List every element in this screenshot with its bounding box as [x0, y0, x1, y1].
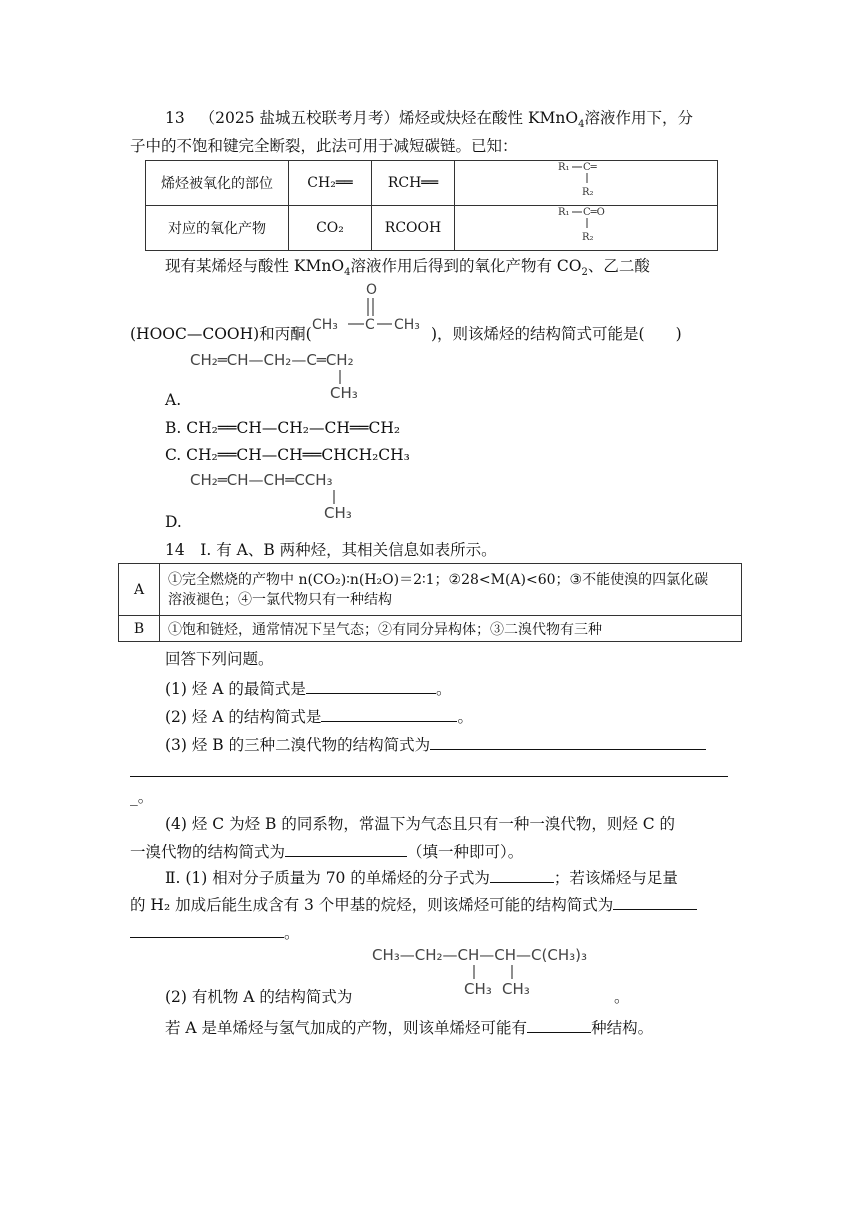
- ch3-left: CH₃: [312, 317, 338, 333]
- ii-text: Ⅱ. (1) 相对分子质量为 70 的单烯烃的分子式为: [165, 869, 490, 887]
- oxygen-label: O: [366, 282, 378, 298]
- q14-ii2-line2: [165, 1016, 653, 1038]
- table-label-b: B: [119, 616, 160, 642]
- option-c: C. CH₂══CH—CH══CHCH₂CH₃: [165, 446, 410, 464]
- compound-a-structure: [370, 940, 620, 1000]
- table-a-line1: ①完全燃烧的产物中 n(CO₂)∶n(H₂O)＝2∶1；②28<M(A)<60；③不能使溴的四氯化碳: [168, 571, 709, 588]
- c-eq-label: C═: [583, 162, 597, 173]
- option-a-label: A.: [165, 391, 182, 409]
- table-a-line2: 溶液褪色；④一氯代物只有一种结构: [168, 591, 392, 608]
- acetone-structure: [310, 282, 432, 342]
- r1-label: R₁: [558, 207, 570, 218]
- part1-end: 。: [435, 680, 452, 698]
- r2-label: R₂: [582, 232, 594, 243]
- answer-blank-line[interactable]: [130, 776, 728, 777]
- q13-line3: [165, 256, 650, 283]
- option-a-structure: [188, 350, 408, 400]
- table-cell: RCH══: [372, 161, 455, 206]
- answer-blank[interactable]: [613, 893, 697, 910]
- table-cell-a: [160, 564, 742, 616]
- subscript: 4: [344, 267, 351, 279]
- c-eq-o-label: C═O: [583, 207, 605, 218]
- q13-line4-a: (HOOC—COOH)和丙酮(: [130, 325, 312, 343]
- carbon-label: C: [365, 317, 375, 333]
- answer-blank[interactable]: [321, 705, 457, 722]
- option-d-branch: CH₃: [324, 504, 352, 520]
- option-a-branch: CH₃: [330, 384, 358, 400]
- branch-1: CH₃: [464, 980, 492, 998]
- oxidation-table: [145, 160, 718, 251]
- stem-text: 、乙二酸: [587, 257, 650, 275]
- q14-header: 14 Ⅰ. 有 A、B 两种烃，其相关信息如表所示。: [165, 541, 497, 559]
- table-cell: RCOOH: [372, 206, 455, 251]
- part2-end: 。: [457, 708, 473, 726]
- ketone-product-structure: [546, 206, 626, 246]
- table-row1-header: 烯烃被氧化的部位: [146, 161, 289, 206]
- q13-line1: [165, 108, 693, 135]
- ii-text: 的 H₂ 加成后能生成含有 3 个甲基的烷烃，则该烯烃可能的结构简式为: [130, 896, 614, 914]
- answer-blank[interactable]: [527, 1016, 591, 1033]
- ch3-right: CH₃: [394, 317, 420, 333]
- q14-part4-line2: [130, 840, 523, 862]
- stem-text: 溶液作用后得到的氧化产物有 CO: [350, 257, 582, 275]
- subscript: 4: [578, 119, 585, 131]
- ii2-text: 若 A 是单烯烃与氢气加成的产物，则该单烯烃可能有: [165, 1019, 528, 1037]
- answer-blank[interactable]: [306, 677, 436, 694]
- table-label-a: A: [119, 564, 160, 616]
- part2-text: (2) 烃 A 的结构简式是: [165, 708, 322, 726]
- q13-line4-b: )，则该烯烃的结构简式可能是( ): [431, 325, 682, 343]
- ii-text-end: ；若该烯烃与足量: [553, 869, 678, 887]
- table-cell-structure: [455, 161, 718, 206]
- branch-2: CH₃: [502, 980, 530, 998]
- q13-line2: 子中的不饱和键完全断裂，此法可用于减短碳链。已知：: [130, 137, 518, 155]
- q14-part2: [165, 705, 473, 727]
- ii2-end: 种结构。: [591, 1019, 654, 1037]
- q14-part3-end: _。: [130, 788, 154, 806]
- stem-text: 溶液作用下，分: [584, 109, 694, 127]
- option-d-main-chain: CH₂═CH—CH═CCH₃: [190, 471, 333, 489]
- table-row2-header: 对应的氧化产物: [146, 206, 289, 251]
- r2-label: R₂: [582, 187, 594, 198]
- part4-text: 一溴代物的结构简式为: [130, 843, 286, 861]
- answer-intro: 回答下列问题。: [165, 650, 274, 668]
- table-cell: CO₂: [289, 206, 372, 251]
- part1-text: (1) 烃 A 的最简式是: [165, 680, 306, 698]
- q14-ii2-end: 。: [614, 988, 630, 1006]
- answer-blank[interactable]: [130, 921, 284, 938]
- q14-ii-line3: [130, 921, 300, 943]
- part3-text: (3) 烃 B 的三种二溴代物的结构简式为: [165, 736, 431, 754]
- q14-part4-line1: (4) 烃 C 为烃 B 的同系物，常温下为气态且只有一种一溴代物，则烃 C 的: [165, 815, 676, 833]
- option-d-label: D.: [165, 513, 182, 531]
- option-a-main-chain: CH₂═CH—CH₂—C═CH₂: [190, 351, 354, 369]
- question-number: 13: [165, 109, 185, 127]
- answer-blank[interactable]: [430, 733, 706, 750]
- compound-a-main-chain: CH₃—CH₂—CH—CH—C(CH₃)₃: [372, 946, 587, 964]
- question-source: （2025 盐城五校联考月考）: [199, 109, 400, 127]
- r1-label: R₁: [558, 162, 570, 173]
- answer-blank[interactable]: [490, 866, 554, 883]
- hydrocarbon-info-table: [118, 563, 742, 642]
- q14-ii2-line1: (2) 有机物 A 的结构简式为: [165, 988, 353, 1006]
- option-d-structure: [188, 470, 388, 520]
- option-b: B. CH₂══CH—CH₂—CH══CH₂: [165, 419, 401, 437]
- q14-ii-line1: [165, 866, 678, 888]
- part4-end: （填一种即可）。: [407, 843, 524, 861]
- q14-part3: [165, 733, 706, 755]
- table-cell-structure: [455, 206, 718, 251]
- stem-text: 现有某烯烃与酸性 KMnO: [165, 257, 345, 275]
- answer-blank[interactable]: [285, 840, 407, 857]
- q14-ii-line2: [130, 893, 697, 915]
- subscript: 2: [581, 267, 588, 279]
- table-cell-b: ①饱和链烃，通常情况下呈气态；②有同分异构体；③二溴代物有三种: [160, 616, 742, 642]
- stem-text: 烯烃或炔烃在酸性 KMnO: [399, 109, 579, 127]
- ketone-fragment-structure: [546, 161, 626, 201]
- ii-end: 。: [284, 924, 300, 942]
- q14-part1: [165, 677, 451, 699]
- table-cell: CH₂══: [289, 161, 372, 206]
